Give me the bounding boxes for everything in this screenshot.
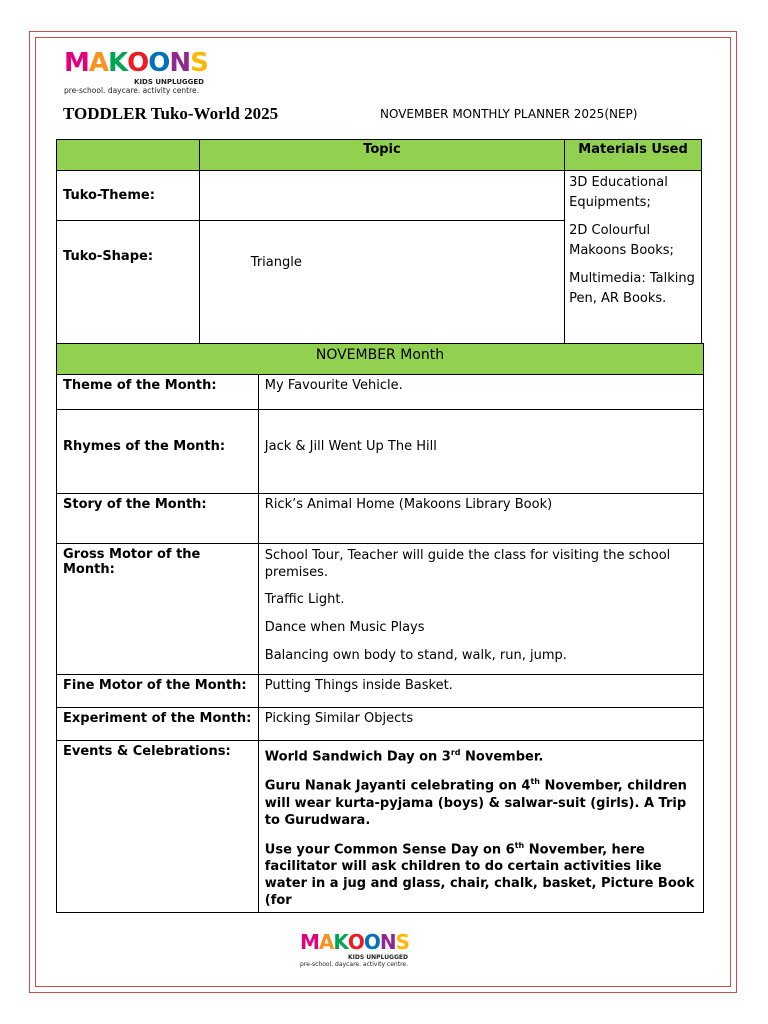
fine-motor-label: Fine Motor of the Month: [57,675,259,708]
event-item: World Sandwich Day on 3rd November. [264,748,544,765]
fine-motor-value: Putting Things inside Basket. [258,675,703,708]
tuko-theme-label: Tuko-Theme: [57,171,200,221]
topic-table [56,139,702,345]
events-cell [258,741,703,913]
gross-motor-item: Traffic Light. [264,592,345,607]
theme-value: My Favourite Vehicle. [258,375,703,410]
event-item: Guru Nanak Jayanti celebrating on 4th November, children will wear kurta-pyjama (boys) & salwar-suit (girls). A Trip to Gurudwara. [264,777,687,828]
event-item: Use your Common Sense Day on 6th November, here facilitator will ask children to do certain activities like water in a jug and glass, chair, chalk, basket, Picture Book (for [264,840,695,908]
materials-cell [565,171,702,345]
footer-logo-tagline: KIDS UNPLUGGED [348,954,408,961]
logo-brand: MAKOONS [64,48,208,78]
tuko-theme-value [199,171,564,221]
header-blank-cell [57,140,200,171]
tuko-shape-label: Tuko-Shape: [57,221,200,345]
month-table [56,343,704,913]
footer-logo-brand: MAKOONS [300,930,410,954]
experiment-value: Picking Similar Objects [258,708,703,741]
rhymes-label: Rhymes of the Month: [57,410,259,494]
tuko-shape-value: Triangle [199,221,564,345]
planner-subtitle: NOVEMBER MONTHLY PLANNER 2025(NEP) [380,107,638,121]
events-label: Events & Celebrations: [57,741,259,913]
planner-title: TODDLER Tuko-World 2025 [63,104,279,123]
gross-motor-item: School Tour, Teacher will guide the class for visiting the school premises. [264,548,671,580]
gross-motor-cell [258,544,703,675]
material-item: 3D Educational Equipments; [569,175,668,210]
gross-motor-item: Balancing own body to stand, walk, run, jump. [264,648,567,663]
logo-tagline: KIDS UNPLUGGED [134,78,204,86]
footer-logo-subtitle: pre-school. daycare. activity centre. [300,961,409,968]
material-item: 2D Colourful Makoons Books; [569,223,674,258]
experiment-label: Experiment of the Month: [57,708,259,741]
materials-header: Materials Used [565,140,702,171]
story-label: Story of the Month: [57,494,259,544]
gross-motor-label: Gross Motor of the Month: [57,544,259,675]
material-item: Multimedia: Talking Pen, AR Books. [569,271,695,306]
rhymes-value: Jack & Jill Went Up The Hill [258,410,703,494]
gross-motor-item: Dance when Music Plays [264,620,425,635]
story-value: Rick’s Animal Home (Makoons Library Book) [258,494,703,544]
makoons-footer-logo [300,932,420,968]
logo-subtitle: pre-school. daycare. activity centre. [64,86,200,95]
topic-header: Topic [199,140,564,171]
theme-label: Theme of the Month: [57,375,259,410]
makoons-logo [64,50,214,95]
month-header: NOVEMBER Month [57,344,704,375]
